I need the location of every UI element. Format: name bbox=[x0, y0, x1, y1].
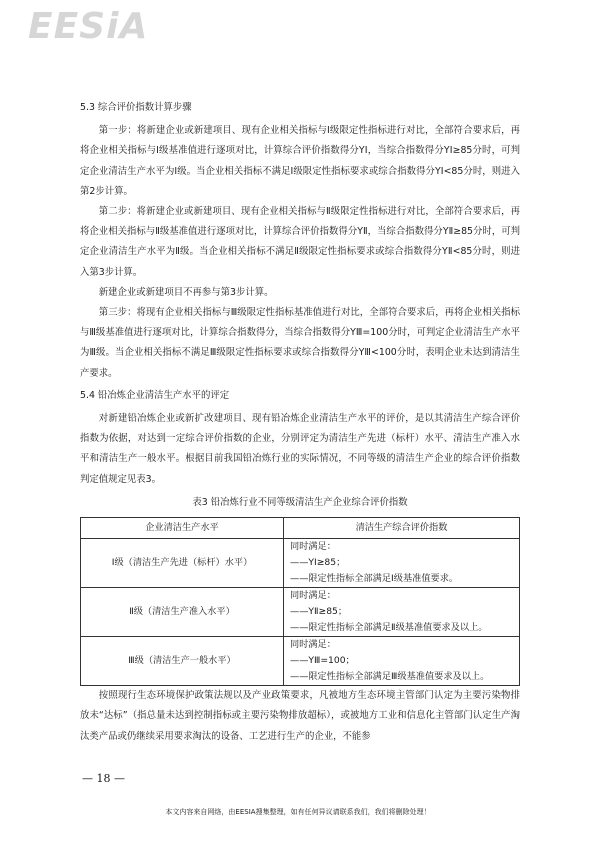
eesia-logo: EESiA bbox=[28, 6, 149, 47]
table-3-title: 表3 铅冶炼行业不同等级清洁生产企业综合评价指数 bbox=[192, 496, 408, 508]
level-cell: Ⅲ级（清洁生产一般水平） bbox=[81, 637, 284, 686]
page-number: — 18 — bbox=[82, 772, 125, 785]
section-5-4-paragraph: 对新建铅冶炼企业或新扩改建项目、现有铅冶炼企业清洁生产水平的评价，是以其清洁生产综合评价指数为依据，对达到一定综合评价指数的企业，分别评定为清洁生产先进（标杆）水平、清洁生产准入水平和清洁生产一般水平。根据目前我国铅冶炼行业的实际情况，不同等级的清洁生产企业的综合评价指数判定值规定见表3。 bbox=[80, 413, 520, 485]
table-row bbox=[81, 588, 520, 637]
section-5-4-heading: 5.4 铅冶炼企业清洁生产水平的评定 bbox=[80, 389, 230, 401]
section-5-3-heading: 5.3 综合评价指数计算步骤 bbox=[80, 102, 192, 113]
footer-disclaimer: 本文内容来自网络，由EESIA搜集整理，如有任何异议请联系我们，我们将删除处理！ bbox=[165, 808, 431, 816]
step-1-paragraph: 第一步：将新建企业或新建项目、现有企业相关指标与Ⅰ级限定性指标进行对比，全部符合要求后，再将企业相关指标与Ⅰ级基准值进行逐项对比，计算综合评价指数得分YⅠ，当综合指数得分YⅠ≥85分时，可判定企业清洁生产水平为Ⅰ级。当企业相关指标不满足Ⅰ级限定性指标要求或综合指数得分YⅠ<85分时，则进入第2步计算。 bbox=[80, 125, 520, 197]
index-line: 同时满足： bbox=[290, 590, 336, 602]
table-row bbox=[81, 539, 520, 588]
table-3 bbox=[80, 517, 520, 686]
index-line: 同时满足： bbox=[290, 639, 336, 651]
level-cell: Ⅱ级（清洁生产准入水平） bbox=[81, 588, 284, 637]
index-cell bbox=[284, 588, 520, 637]
index-cell bbox=[284, 637, 520, 686]
index-line: 同时满足： bbox=[290, 541, 336, 553]
column-header-level: 企业清洁生产水平 bbox=[81, 518, 284, 539]
post-table-paragraph: 按照现行生态环境保护政策法规以及产业政策要求，凡被地方生态环境主管部门认定为主要污染物排放未“达标”（指总量未达到控制指标或主要污染物排放超标），或被地方工业和信息化主管部门认定生产淘汰类产品或仍继续采用要求淘汰的设备、工艺进行生产的企业，不能参 bbox=[80, 690, 520, 742]
index-line: ——YⅡ≥85； bbox=[290, 606, 348, 618]
table-row bbox=[81, 637, 520, 686]
index-line: ——限定性指标全部满足Ⅰ级基准值要求。 bbox=[290, 573, 459, 585]
table-header-row bbox=[81, 518, 520, 539]
column-header-index: 清洁生产综合评价指数 bbox=[284, 518, 520, 539]
index-cell bbox=[284, 539, 520, 588]
step-3-paragraph: 第三步：将现有企业相关指标与Ⅲ级限定性指标基准值进行对比，全部符合要求后，再将企业相关指标与Ⅲ级基准值进行逐项对比，计算综合指数得分，当综合指数得分YⅢ=100分时，可判定企业清洁生产水平为Ⅲ级。当企业相关指标不满足Ⅲ级限定性指标要求或综合指数得分YⅢ<100分时，表明企业未达到清洁生产要求。 bbox=[80, 307, 520, 379]
index-line: ——限定性指标全部满足Ⅲ级基准值要求及以上。 bbox=[290, 671, 490, 683]
index-line: ——YⅠ≥85； bbox=[290, 557, 346, 569]
index-line: ——YⅢ=100； bbox=[290, 655, 355, 667]
level-cell: Ⅰ级（清洁生产先进（标杆）水平） bbox=[81, 539, 284, 588]
step-note-paragraph: 新建企业或新建项目不再参与第3步计算。 bbox=[98, 286, 274, 298]
index-line: ——限定性指标全部满足Ⅱ级基准值要求及以上。 bbox=[290, 622, 488, 634]
step-2-paragraph: 第二步：将新建企业或新建项目、现有企业相关指标与Ⅱ级限定性指标进行对比，全部符合要求后，再将企业相关指标与Ⅱ级基准值进行逐项对比，计算综合评价指数得分YⅡ，当综合指数得分YⅡ≥85分时，可判定企业清洁生产水平为Ⅱ级。当企业相关指标不满足Ⅱ级限定性指标要求或综合指数得分YⅡ<85分时，则进入第3步计算。 bbox=[80, 206, 520, 278]
document-body bbox=[80, 98, 520, 747]
